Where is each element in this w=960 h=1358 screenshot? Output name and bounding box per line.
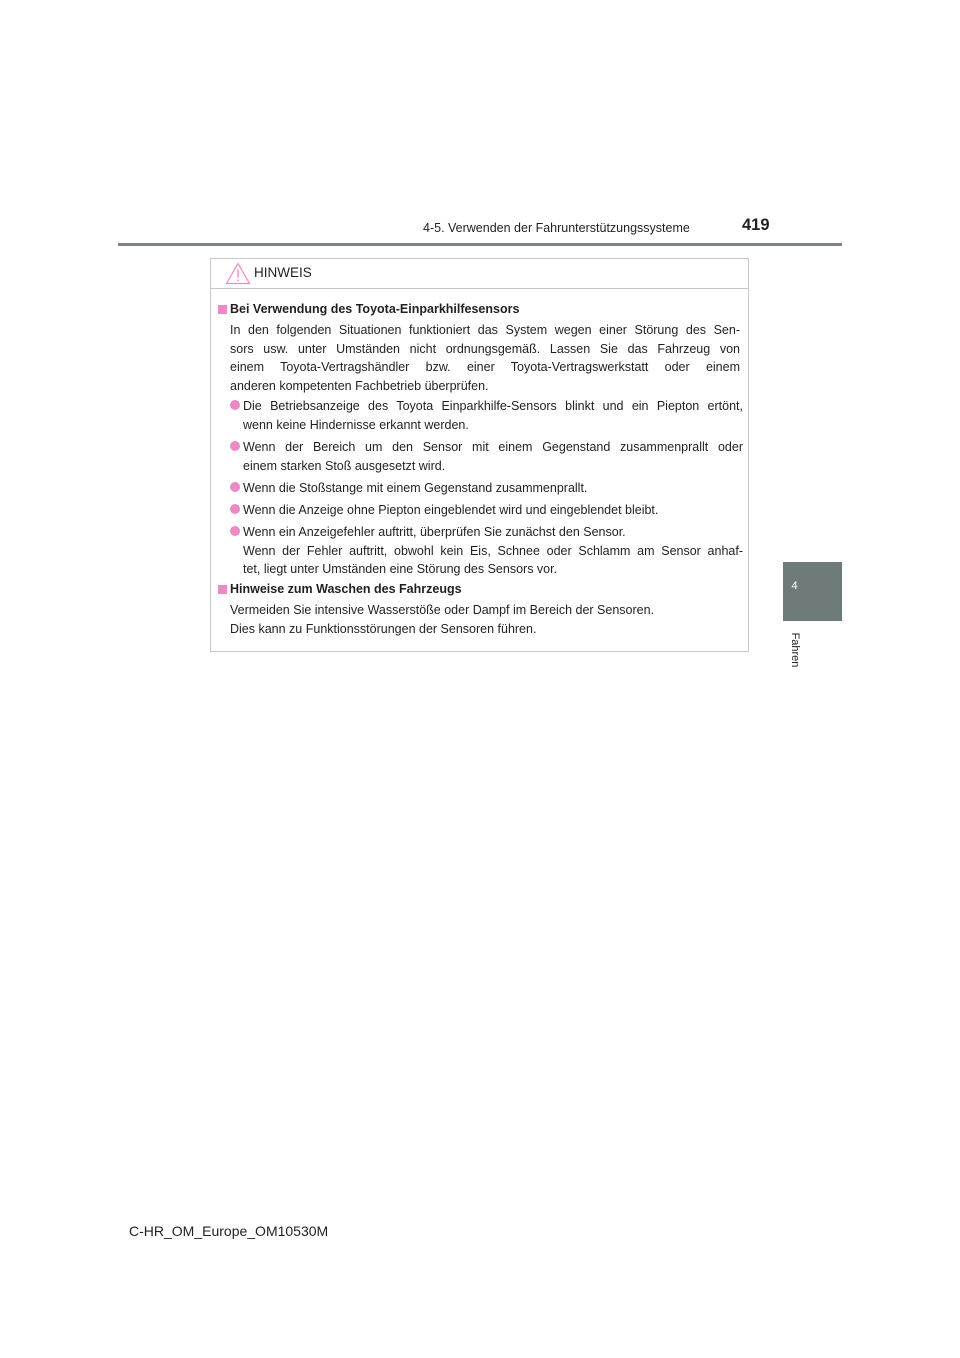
paragraph-line: Vermeiden Sie intensive Wasserstöße oder Dampf im Bereich der Sensoren.	[230, 603, 655, 617]
round-bullet-icon	[230, 526, 240, 536]
chapter-tab-number: 4	[791, 580, 798, 592]
bullet-line: Wenn die Anzeige ohne Piepton eingeblendet wird und eingeblendet bleibt.	[243, 503, 659, 517]
bullet-line: tet, liegt unter Umständen eine Störung des Sensors vor.	[243, 562, 558, 576]
round-bullet-icon	[230, 504, 240, 514]
bullet-text	[243, 438, 743, 475]
bullet-line: wenn keine Hindernisse erkannt werden.	[243, 417, 469, 432]
section-heading: Bei Verwendung des Toyota-Einparkhilfesensors	[230, 302, 520, 316]
bullet-text	[243, 523, 743, 579]
section-paragraph	[230, 321, 740, 395]
paragraph-line: einem Toyota-Vertragshändler bzw. einer Toyota-Vertragswerkstatt oder einem	[230, 360, 740, 374]
section-paragraph	[230, 601, 740, 638]
round-bullet-icon	[230, 441, 240, 451]
round-bullet-icon	[230, 400, 240, 410]
notice-title: HINWEIS	[254, 265, 312, 280]
bullet-text	[243, 397, 743, 434]
square-bullet-icon	[218, 585, 227, 594]
paragraph-line: anderen kompetenten Fachbetrieb überprüfen.	[230, 378, 489, 393]
round-bullet-icon	[230, 482, 240, 492]
notice-header	[211, 259, 748, 289]
bullet-line: einem starken Stoß ausgesetzt wird.	[243, 458, 446, 473]
bullet-line: Wenn die Stoßstange mit einem Gegenstand zusammenprallt.	[243, 481, 588, 495]
square-bullet-icon	[218, 305, 227, 314]
chapter-tab-label	[788, 630, 802, 672]
chapter-tab	[783, 562, 842, 621]
bullet-text	[243, 479, 743, 498]
bullet-line: Wenn der Bereich um den Sensor mit einem Gegenstand zusammenprallt oder	[243, 440, 743, 454]
page-number: 419	[742, 216, 770, 234]
page-header-section-title: 4-5. Verwenden der Fahrunterstützungssysteme	[423, 221, 690, 235]
paragraph-line: Dies kann zu Funktionsstörungen der Sensoren führen.	[230, 621, 537, 636]
document-code: C-HR_OM_Europe_OM10530M	[129, 1223, 329, 1239]
paragraph-line: sors usw. unter Umständen nicht ordnungsgemäß. Lassen Sie das Fahrzeug von	[230, 341, 740, 356]
bullet-line: Wenn ein Anzeigefehler auftritt, überprüfen Sie zunächst den Sensor.	[243, 525, 626, 539]
bullet-line: Die Betriebsanzeige des Toyota Einparkhilfe-Sensors blinkt und ein Piepton ertönt,	[243, 399, 743, 413]
paragraph-line: In den folgenden Situationen funktioniert das System wegen einer Störung des Sen-	[230, 323, 740, 337]
chapter-tab-label-text: Fahren	[789, 632, 801, 668]
bullet-text	[243, 501, 743, 520]
header-rule	[118, 243, 842, 246]
notice-box	[210, 258, 749, 652]
bullet-line: Wenn der Fehler auftritt, obwohl kein Eis, Schnee oder Schlamm am Sensor anhaf-	[243, 543, 743, 558]
warning-icon	[225, 262, 251, 285]
section-heading: Hinweise zum Waschen des Fahrzeugs	[230, 582, 462, 596]
